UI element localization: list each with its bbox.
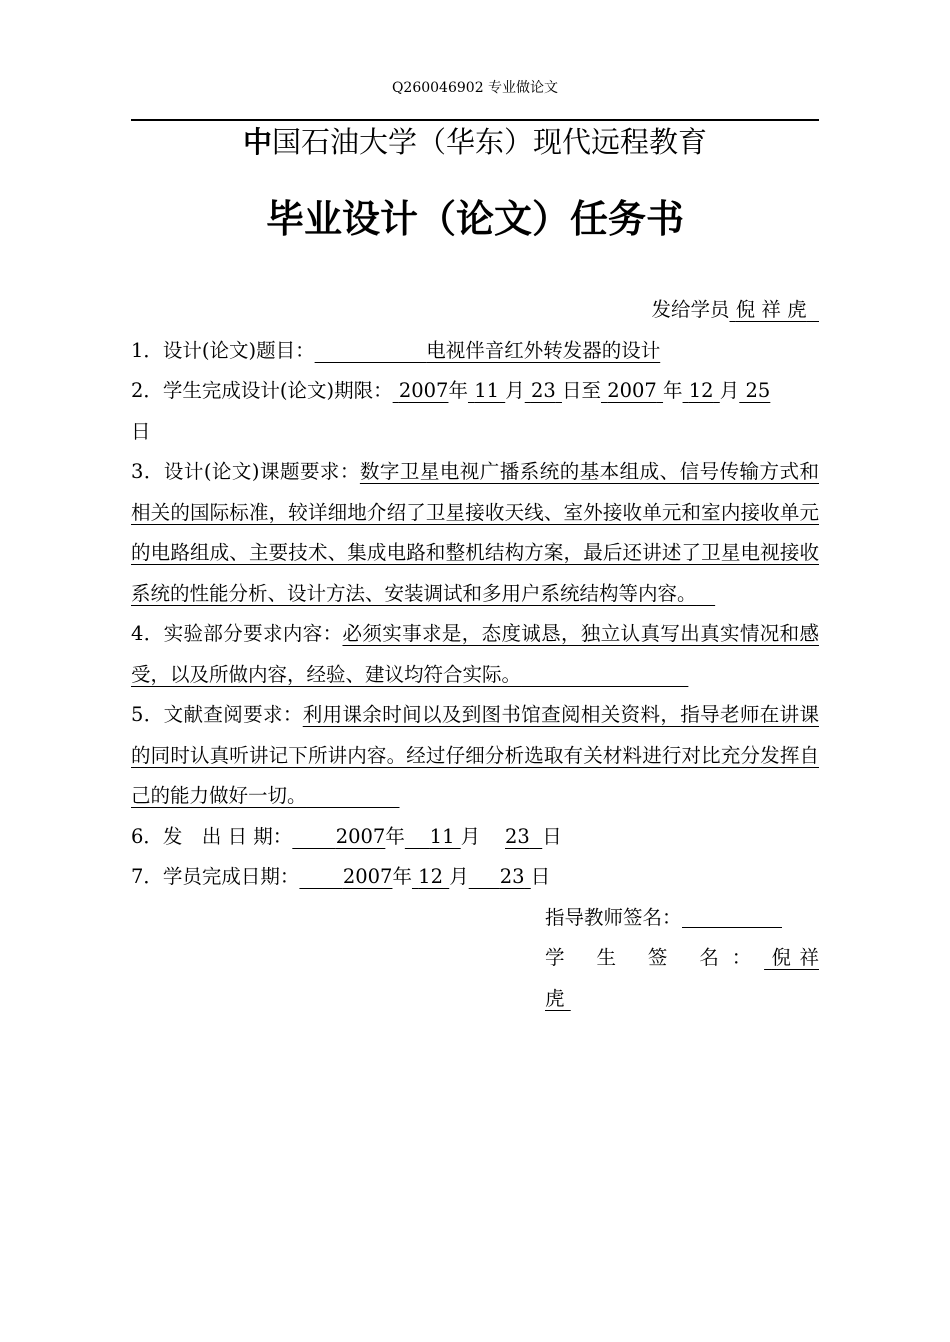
deadline-start-year: 2007	[398, 379, 449, 402]
deadline-end-month: 12	[688, 379, 714, 402]
day-to: 日至	[561, 379, 601, 402]
student-signature-line	[545, 938, 819, 1019]
deadline-end-year: 2007	[607, 379, 657, 402]
literature-label: 5．文献查阅要求：	[131, 703, 303, 726]
header-rule	[131, 119, 819, 121]
item-issue-date	[131, 817, 819, 858]
issued-to-label: 发给学员	[651, 298, 730, 321]
year-char: 年	[392, 865, 412, 888]
month-char: 月	[719, 379, 740, 402]
form-content	[131, 290, 819, 1019]
month-char: 月	[460, 824, 481, 848]
deadline-start-month: 11	[474, 379, 500, 402]
item-experiment	[131, 614, 819, 695]
issued-to-line	[131, 290, 819, 331]
item-requirements	[131, 452, 819, 614]
deadline-end-day: 25	[745, 379, 771, 402]
issue-date-day: 23	[505, 824, 530, 848]
advisor-signature-label: 指导教师签名：	[545, 905, 682, 929]
completion-date-year: 2007	[342, 865, 393, 888]
month-char: 月	[505, 379, 525, 402]
student-signature-value: 倪 祥 虎	[545, 946, 819, 1010]
institution-first-char: 中	[242, 125, 272, 159]
advisor-signature-field[interactable]	[682, 898, 782, 928]
issue-date-year: 2007	[335, 824, 386, 848]
item-deadline	[131, 371, 819, 452]
year-char: 年	[663, 379, 683, 402]
deadline-start-day: 23	[530, 379, 556, 402]
year-char: 年	[385, 824, 405, 848]
issue-date-label: 6．发 出 日 期：	[131, 824, 293, 848]
day-char: 日	[131, 419, 151, 443]
issued-to-value: 倪 祥 虎	[735, 298, 807, 321]
year-char: 年	[448, 379, 468, 402]
page-header: Q260046902 专业做论文	[391, 80, 559, 96]
student-signature-label: 学 生 签 名：	[545, 946, 765, 969]
item-literature	[131, 695, 819, 817]
issue-date-month: 11	[429, 824, 455, 848]
item-topic	[131, 331, 819, 372]
institution-name	[0, 122, 950, 162]
month-char: 月	[449, 865, 469, 888]
completion-date-month: 12	[418, 865, 443, 888]
deadline-label: 2．学生完成设计(论文)期限：	[131, 379, 393, 402]
institution-rest: 国石油大学（华东）现代远程教育	[272, 125, 708, 159]
requirements-label: 3．设计(论文)课题要求：	[131, 460, 360, 483]
completion-date-day: 23	[499, 865, 525, 888]
experiment-label: 4．实验部分要求内容：	[131, 622, 343, 645]
topic-value: 电视伴音红外转发器的设计	[426, 338, 661, 362]
completion-date-label: 7．学员完成日期：	[131, 865, 300, 888]
advisor-signature-line	[545, 898, 819, 939]
day-char: 日	[530, 865, 551, 888]
requirements-value: 数字卫星电视广播系统的基本组成、信号传输方式和相关的国际标准，较详细地介绍了卫星接收天线、室外接收单元和室内接收单元的电路组成、主要技术、集成电路和整机结构方案，最后还讲述了卫星电视接收系统的性能分析、设计方法、安装调试和多用户系统结构等内容。	[131, 460, 819, 605]
item-completion-date	[131, 857, 819, 898]
topic-label: 1．设计(论文)题目：	[131, 338, 315, 362]
document-title: 毕业设计（论文）任务书	[265, 197, 684, 241]
experiment-value: 必须实事求是，态度诚恳，独立认真写出真实情况和感受，以及所做内容，经验、建议均符合实际。	[131, 622, 819, 686]
day-char: 日	[542, 824, 562, 848]
literature-value: 利用课余时间以及到图书馆查阅相关资料，指导老师在讲课的同时认真听讲记下所讲内容。经过仔细分析选取有关材料进行对比充分发挥自己的能力做好一切。	[131, 703, 819, 807]
